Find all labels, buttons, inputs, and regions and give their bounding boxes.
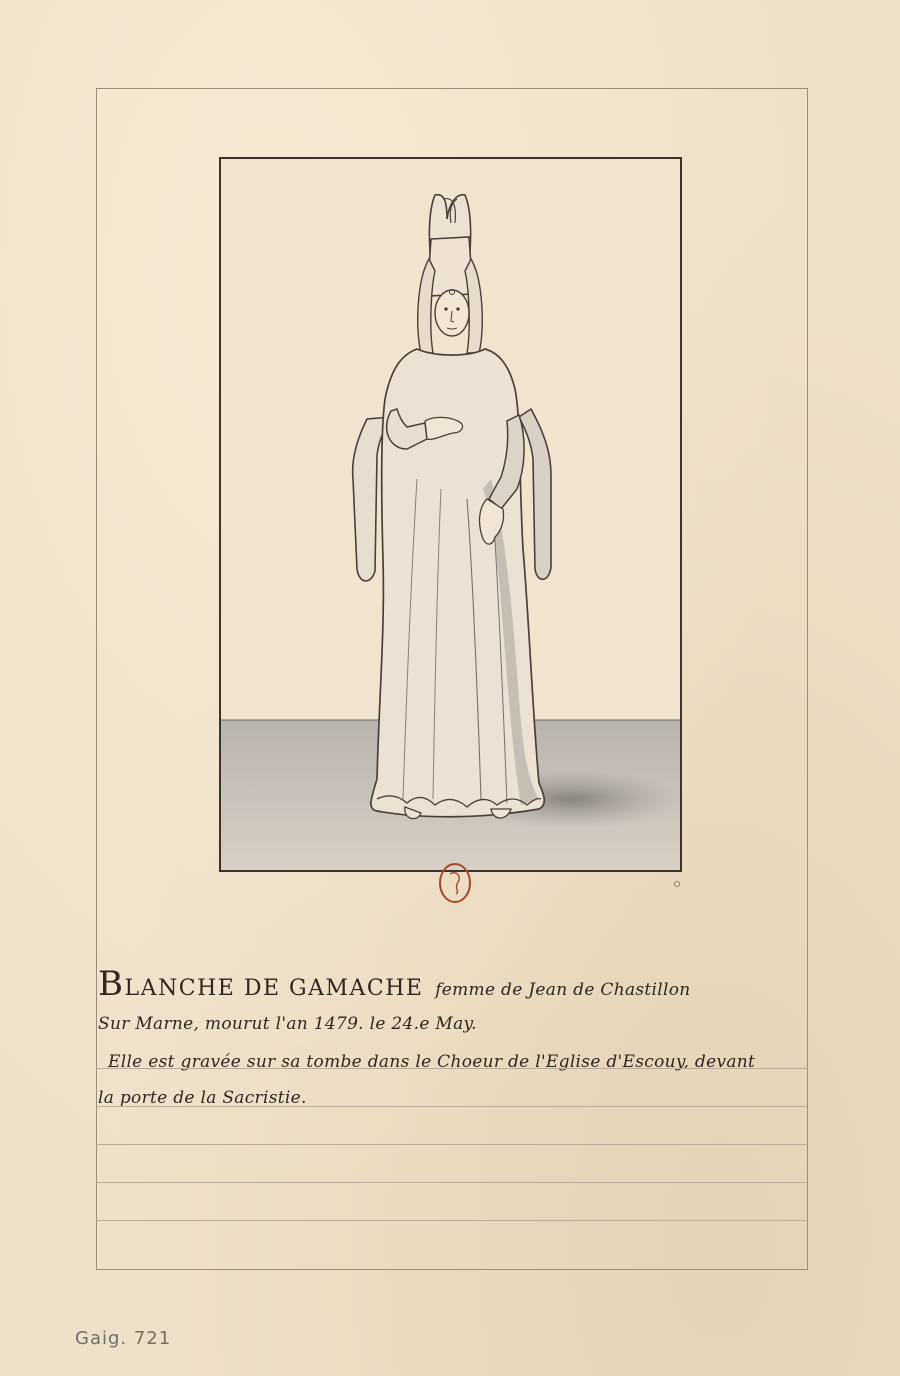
- caption-line-1-text: femme de Jean de Chastillon: [435, 980, 691, 1000]
- tomb-effigy-drawing: [221, 159, 682, 872]
- ruled-line: [96, 1182, 808, 1183]
- caption-line-1: [98, 964, 691, 1004]
- caption-line-3: Elle est gravée sur sa tombe dans le Choeur de l'Eglise d'Escouy, devant: [108, 1052, 756, 1072]
- library-stamp: [436, 860, 474, 906]
- tall-hat: [427, 237, 473, 296]
- title-name: BLANCHE DE GAMACHE: [98, 964, 424, 1004]
- caption-line-4: la porte de la Sacristie.: [98, 1088, 307, 1108]
- ruled-line: [96, 1106, 808, 1107]
- ruled-line: [96, 1220, 808, 1221]
- ink-dot: [674, 881, 680, 887]
- shelfmark-annotation: Gaig. 721: [75, 1328, 172, 1349]
- illustration-frame: [219, 157, 682, 872]
- veil-left: [418, 259, 435, 353]
- caption-line-2: Sur Marne, mourut l'an 1479. le 24.e May.: [98, 1014, 477, 1034]
- ruled-line: [96, 1144, 808, 1145]
- ruled-line: [96, 1068, 808, 1069]
